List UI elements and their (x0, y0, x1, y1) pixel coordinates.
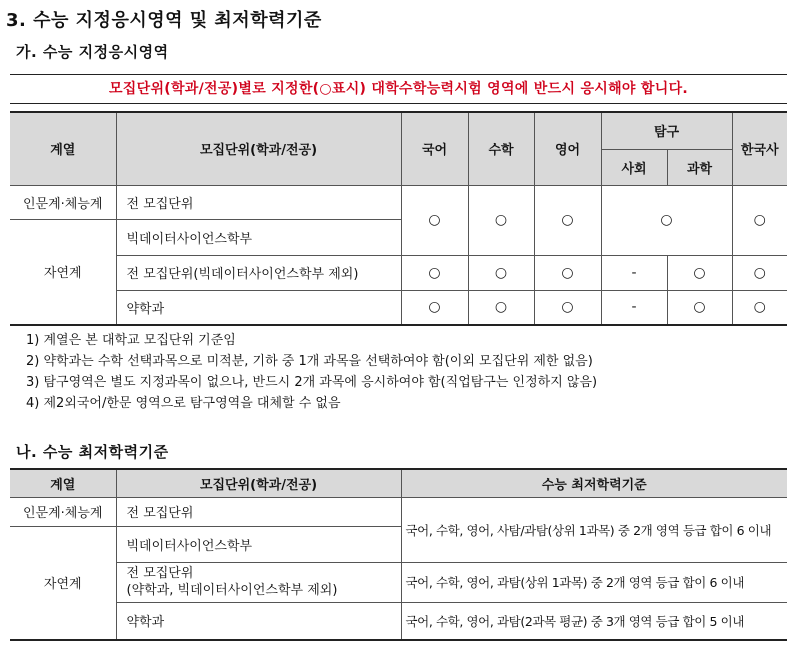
header-group: 계열 (10, 112, 116, 185)
unit-all-except-bigdata: 전 모집단위(빅데이터사이언스학부 제외) (116, 255, 401, 290)
unit-pharmacy: 약학과 (116, 290, 401, 325)
criteria-3: 국어, 수학, 영어, 과탐(2과목 평균) 중 3개 영역 등급 합이 5 이내 (401, 602, 787, 640)
mark-korean: ○ (401, 255, 468, 290)
required-areas-table (10, 111, 787, 326)
unit-all-except (116, 562, 401, 602)
header-unit: 모집단위(학과/전공) (116, 112, 401, 185)
mark-science: ○ (667, 255, 732, 290)
mark-social: - (601, 255, 667, 290)
mark-history: ○ (732, 290, 787, 325)
unit-bigdata: 빅데이터사이언스학부 (116, 526, 401, 562)
header-korean: 국어 (401, 112, 468, 185)
mark-korean: ○ (401, 185, 468, 255)
subsection-title-a: 가. 수능 지정응시영역 (16, 43, 169, 61)
header-unit: 모집단위(학과/전공) (116, 469, 401, 497)
mark-math: ○ (468, 185, 534, 255)
mark-math: ○ (468, 255, 534, 290)
group-natural: 자연계 (10, 526, 116, 640)
header-inquiry: 탐구 (601, 112, 732, 149)
header-social: 사회 (601, 149, 667, 185)
criteria-1: 국어, 수학, 영어, 사탐/과탐(상위 1과목) 중 2개 영역 등급 합이 6 이내 (401, 497, 787, 562)
criteria-2: 국어, 수학, 영어, 과탐(상위 1과목) 중 2개 영역 등급 합이 6 이내 (401, 562, 787, 602)
section-title: 3. 수능 지정응시영역 및 최저학력기준 (6, 10, 322, 31)
footnote-4: 4) 제2외국어/한문 영역으로 탐구영역을 대체할 수 없음 (26, 396, 341, 411)
mark-social: - (601, 290, 667, 325)
mark-history: ○ (732, 185, 787, 255)
minimum-standards-table (10, 468, 787, 641)
mark-english: ○ (534, 185, 601, 255)
header-group: 계열 (10, 469, 116, 497)
mark-english: ○ (534, 255, 601, 290)
header-english: 영어 (534, 112, 601, 185)
unit-all: 전 모집단위 (116, 185, 401, 219)
mark-korean: ○ (401, 290, 468, 325)
group-humanities: 인문계·체능계 (10, 185, 116, 219)
footnotes (26, 330, 597, 414)
unit-all: 전 모집단위 (116, 497, 401, 526)
mark-inquiry: ○ (601, 185, 732, 255)
mark-math: ○ (468, 290, 534, 325)
unit-all-line1: 전 모집단위 (126, 566, 194, 581)
group-humanities: 인문계·체능계 (10, 497, 116, 526)
header-criteria: 수능 최저학력기준 (401, 469, 787, 497)
group-natural: 자연계 (10, 219, 116, 325)
footnote-1: 1) 계열은 본 대학교 모집단위 기준임 (26, 333, 236, 348)
unit-all-line2: (약학과, 빅데이터사이언스학부 제외) (126, 583, 338, 598)
header-history: 한국사 (732, 112, 787, 185)
footnote-2: 2) 약학과는 수학 선택과목으로 미적분, 기하 중 1개 과목을 선택하여야 함(이외 모집단위 제한 없음) (26, 354, 593, 369)
mark-science: ○ (667, 290, 732, 325)
notice-banner: 모집단위(학과/전공)별로 지정한(○표시) 대학수학능력시험 영역에 반드시 응시해야 합니다. (10, 74, 787, 104)
header-math: 수학 (468, 112, 534, 185)
mark-english: ○ (534, 290, 601, 325)
mark-history: ○ (732, 255, 787, 290)
subsection-title-b: 나. 수능 최저학력기준 (16, 443, 169, 461)
unit-pharmacy: 약학과 (116, 602, 401, 640)
footnote-3: 3) 탐구영역은 별도 지정과목이 없으나, 반드시 2개 과목에 응시하여야 함(직업탐구는 인정하지 않음) (26, 375, 598, 390)
unit-bigdata: 빅데이터사이언스학부 (116, 219, 401, 255)
header-science: 과학 (667, 149, 732, 185)
